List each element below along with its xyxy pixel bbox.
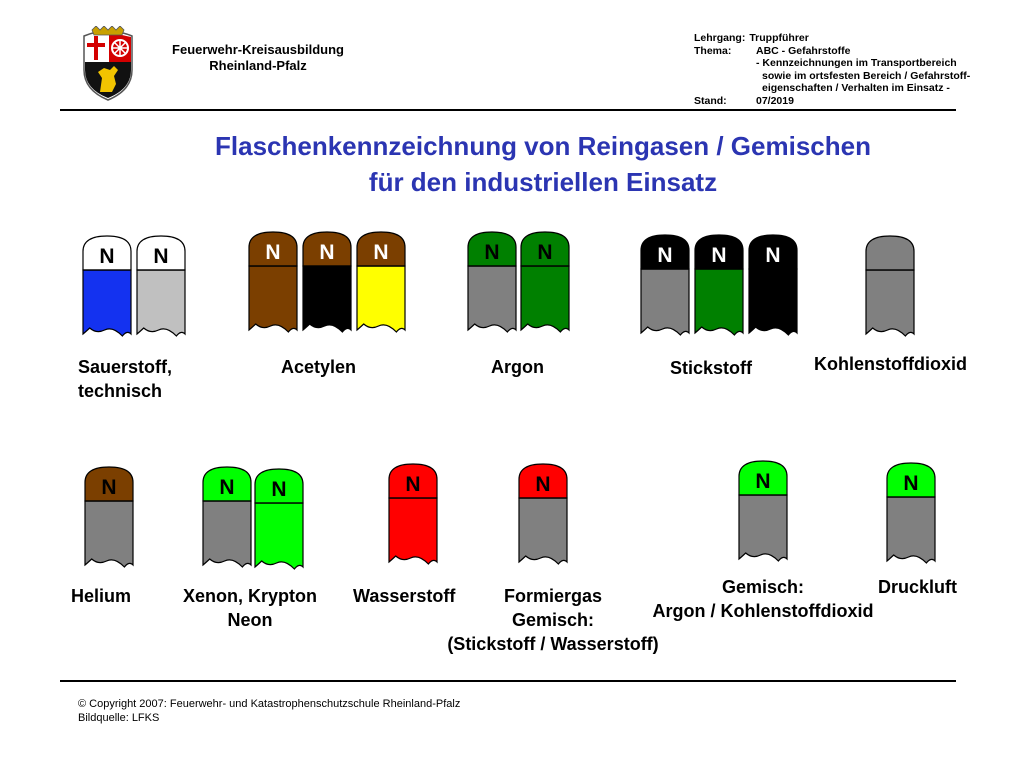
cylinder-body <box>641 269 689 335</box>
cylinder-body <box>357 266 405 332</box>
cylinder-stickstoff-1 <box>638 233 692 337</box>
cylinder-xenon-2 <box>252 467 306 571</box>
cylinder-letter: N <box>319 241 335 264</box>
cylinder-gemisch <box>736 459 790 563</box>
course-info <box>694 32 1014 107</box>
cylinder-letter: N <box>265 241 281 264</box>
cylinder-argon-2 <box>518 230 572 334</box>
label-gemisch <box>628 575 898 623</box>
cylinder-acetylen-3 <box>354 230 408 334</box>
footer-divider <box>60 680 956 682</box>
label-wasserstoff: Wasserstoff <box>353 586 456 606</box>
label-argon: Argon <box>491 357 544 377</box>
label-formiergas-line-1: Formiergas <box>503 586 603 606</box>
cylinder-helium <box>82 465 136 569</box>
cylinder-body <box>468 266 516 332</box>
label-helium: Helium <box>71 586 132 606</box>
cylinder-letter: N <box>219 476 235 499</box>
topic-value: ABC - Gefahrstoffe <box>756 44 851 57</box>
label-xenon-line-1: Xenon, Krypton <box>183 586 317 606</box>
topic-label: Thema: <box>694 44 732 57</box>
label-formiergas-line-3: (Stickstoff / Wasserstoff) <box>447 634 659 654</box>
cylinder-wasserstoff <box>386 462 440 566</box>
course-label: Lehrgang: <box>694 32 746 44</box>
date-value: 07/2019 <box>756 94 794 107</box>
cylinder-sauerstoff-2 <box>134 234 188 338</box>
topic-subline-3: eigenschaften / Verhalten im Einsatz - <box>762 82 950 94</box>
coat-of-arms-logo <box>78 26 138 107</box>
label-acetylen: Acetylen <box>281 357 357 377</box>
cylinder-body <box>519 498 567 564</box>
label-xenon-line-2: Neon <box>227 610 273 630</box>
cylinder-body <box>521 266 569 332</box>
cylinder-body <box>85 501 133 567</box>
course-value: Truppführer <box>749 32 809 44</box>
cylinder-letter: N <box>373 241 389 264</box>
cylinder-body <box>739 495 787 561</box>
label-formiergas-line-2: Gemisch: <box>511 610 595 630</box>
cylinder-letter: N <box>657 244 673 267</box>
cylinder-letter: N <box>271 478 287 501</box>
cylinder-body <box>749 269 797 335</box>
header-divider <box>60 109 956 111</box>
date-label: Stand: <box>694 94 727 107</box>
cylinder-letter: N <box>101 476 117 499</box>
cylinder-letter: N <box>903 472 919 495</box>
label-xenon <box>160 584 340 632</box>
page-title <box>100 128 986 200</box>
cylinder-letter: N <box>755 470 771 493</box>
cylinder-formiergas <box>516 462 570 566</box>
cylinder-sauerstoff-1 <box>80 234 134 338</box>
cylinder-letter: N <box>711 244 727 267</box>
topic-subline-1: - Kennzeichnungen im Transportbereich <box>756 57 957 69</box>
cylinder-body <box>303 266 351 332</box>
label-kohlenstoffdioxid: Kohlenstoffdioxid <box>814 354 967 374</box>
label-sauerstoff-line-2: technisch <box>78 381 163 401</box>
cylinder-letter: N <box>537 241 553 264</box>
title-line-2: für den industriellen Einsatz <box>368 167 718 197</box>
cylinder-acetylen-2 <box>300 230 354 334</box>
label-gemisch-line-1: Gemisch: <box>721 577 805 597</box>
cylinder-body <box>255 503 303 569</box>
cylinder-body <box>83 270 131 336</box>
cylinder-letter: N <box>99 245 115 268</box>
cylinder-druckluft <box>884 461 938 565</box>
label-gemisch-line-2: Argon / Kohlenstoffdioxid <box>652 601 874 621</box>
label-stickstoff: Stickstoff <box>670 358 753 378</box>
title-line-1: Flaschenkennzeichnung von Reingasen / Gemischen <box>215 131 871 161</box>
cylinder-body <box>389 498 437 564</box>
cylinder-letter: N <box>405 473 421 496</box>
cylinder-letter: N <box>153 245 169 268</box>
organization-name <box>140 42 376 74</box>
footer <box>78 697 460 725</box>
copyright-text: © Copyright 2007: Feuerwehr- und Katastrophenschutzschule Rheinland-Pfalz <box>78 698 461 710</box>
label-sauerstoff-line-1: Sauerstoff, <box>78 357 173 377</box>
cylinder-stickstoff-2 <box>692 233 746 337</box>
cylinder-letter: N <box>535 473 551 496</box>
label-druckluft: Druckluft <box>878 577 958 597</box>
cylinder-stickstoff-3 <box>746 233 800 337</box>
cylinder-xenon-1 <box>200 465 254 569</box>
cylinder-kohlenstoffdioxid <box>863 234 917 338</box>
image-source-text: Bildquelle: LFKS <box>78 712 160 724</box>
cylinder-body <box>866 270 914 336</box>
cylinder-letter: N <box>484 241 500 264</box>
cylinder-argon-1 <box>465 230 519 334</box>
cylinder-shoulder <box>866 236 914 270</box>
cylinder-body <box>695 269 743 335</box>
cylinder-letter: N <box>765 244 781 267</box>
label-sauerstoff <box>78 355 172 403</box>
org-line-2: Rheinland-Pfalz <box>209 58 307 73</box>
cylinder-body <box>203 501 251 567</box>
cylinder-body <box>249 266 297 332</box>
topic-subline-2: sowie im ortsfesten Bereich / Gefahrstoff- <box>762 69 971 82</box>
cylinder-body <box>137 270 185 336</box>
org-line-1: Feuerwehr-Kreisausbildung <box>172 42 344 57</box>
cylinder-body <box>887 497 935 563</box>
cylinder-acetylen-1 <box>246 230 300 334</box>
